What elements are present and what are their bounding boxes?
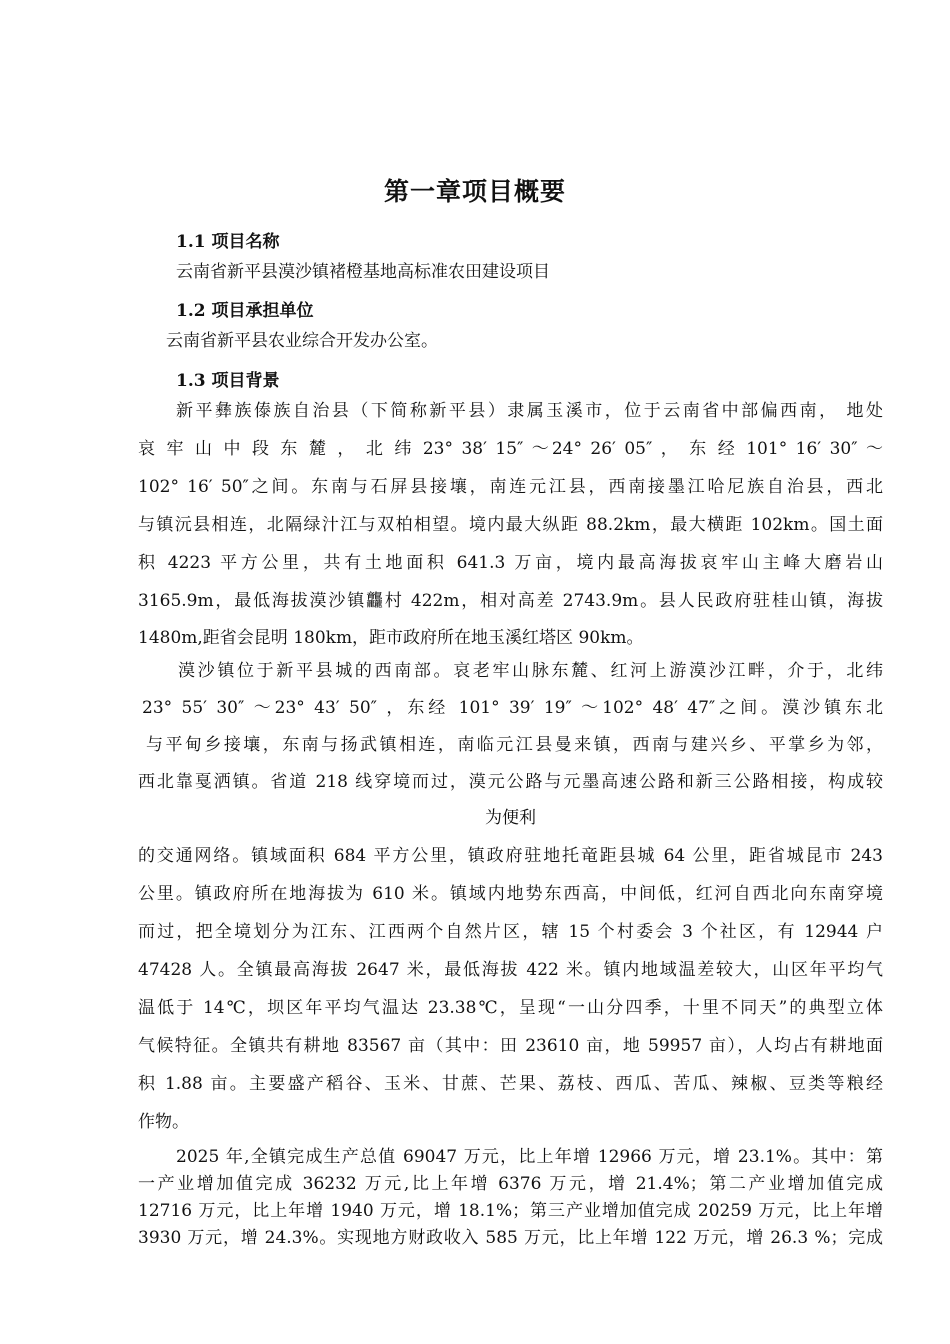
para2-line: 作物。 [138,1112,189,1132]
project-unit-text: 云南省新平县农业综合开发办公室。 [166,331,438,351]
para1-line: 新平彝族傣族自治县（下简称新平县）隶属玉溪市，位于云南省中部偏西南， 地处 [176,401,883,421]
para2-line: 西北靠戛洒镇。省道 218 线穿境而过，漠元公路与元墨高速公路和新三公路相接，构成较 [138,772,883,792]
para2-line: 与平甸乡接壤，东南与扬武镇相连，南临元江县曼来镇，西南与建兴乡、平掌乡为邻， [146,735,883,755]
para2-line: 气候特征。全镇共有耕地 83567 亩（其中：田 23610 亩，地 59957 亩），人均占有耕地面 [138,1036,883,1056]
para2-line: 为便利 [485,808,536,828]
section-heading-1-1: 1.1 项目名称 [176,232,280,252]
para1-line: 哀 牢 山 中 段 东 麓 ， 北 纬 23° 38′ 15″ ～24° 26′ 05″ ， 东 经 101° 16′ 30″ ～ [138,439,883,459]
para2-line: 而过，把全境划分为江东、江西两个自然片区，辖 15 个村委会 3 个社区，有 12944 户 [138,922,883,942]
para1-line: 3165.9m，最低海拔漠沙镇龘村 422m，相对高差 2743.9m。县人民政府驻桂山镇，海拔 [138,591,883,611]
para2-line: 公里。镇政府所在地海拔为 610 米。镇域内地势东西高，中间低，红河自西北向东南穿境 [138,884,883,904]
para2-line: 47428 人。全镇最高海拔 2647 米，最低海拔 422 米。镇内地域温差较大，山区年平均气 [138,960,883,980]
para3-line: 一产业增加值完成 36232 万元,比上年增 6376 万元，增 21.4%；第二产业增加值完成 [138,1174,883,1194]
section-heading-1-2: 1.2 项目承担单位 [176,301,314,321]
para3-line: 2025 年,全镇完成生产总值 69047 万元，比上年增 12966 万元，增 23.1%。其中：第 [176,1147,883,1167]
para1-line: 积 4223 平方公里，共有土地面积 641.3 万亩，境内最高海拔哀牢山主峰大磨岩山 [138,553,883,573]
para2-line: 23° 55′ 30″ ～23° 43′ 50″ ，东经 101° 39′ 19″ ～102° 48′ 47″之间。漠沙镇东北 [142,698,883,718]
para2-line: 积 1.88 亩。主要盛产稻谷、玉米、甘蔗、芒果、荔枝、西瓜、苦瓜、辣椒、豆类等粮经 [138,1074,883,1094]
project-name-text: 云南省新平县漠沙镇褚橙基地高标准农田建设项目 [176,262,550,282]
para3-line: 3930 万元，增 24.3%。实现地方财政收入 585 万元，比上年增 122 万元，增 26.3 %；完成 [138,1228,883,1248]
section-heading-1-3: 1.3 项目背景 [176,371,280,391]
para3-line: 12716 万元，比上年增 1940 万元，增 18.1%；第三产业增加值完成 20259 万元，比上年增 [138,1201,883,1221]
para1-line: 1480m,距省会昆明 180km，距市政府所在地玉溪红塔区 90km。 [138,628,644,648]
para2-line: 漠沙镇位于新平县城的西南部。哀老牢山脉东麓、红河上游漠沙江畔，介于，北纬 [178,661,883,681]
para2-line: 的交通网络。镇域面积 684 平方公里，镇政府驻地托竜距县城 64 公里，距省城昆市 243 [138,846,883,866]
chapter-title: 第一章项目概要 [383,177,566,206]
para2-line: 温低于 14℃，坝区年平均气温达 23.38℃，呈现“一山分四季，十里不同天”的典型立体 [138,998,883,1018]
para1-line: 102° 16′ 50″之间。东南与石屏县接壤，南连元江县，西南接墨江哈尼族自治县，西北 [138,477,883,497]
para1-line: 与镇沅县相连，北隔绿汁江与双柏相望。境内最大纵距 88.2km，最大横距 102km。国土面 [138,515,883,535]
